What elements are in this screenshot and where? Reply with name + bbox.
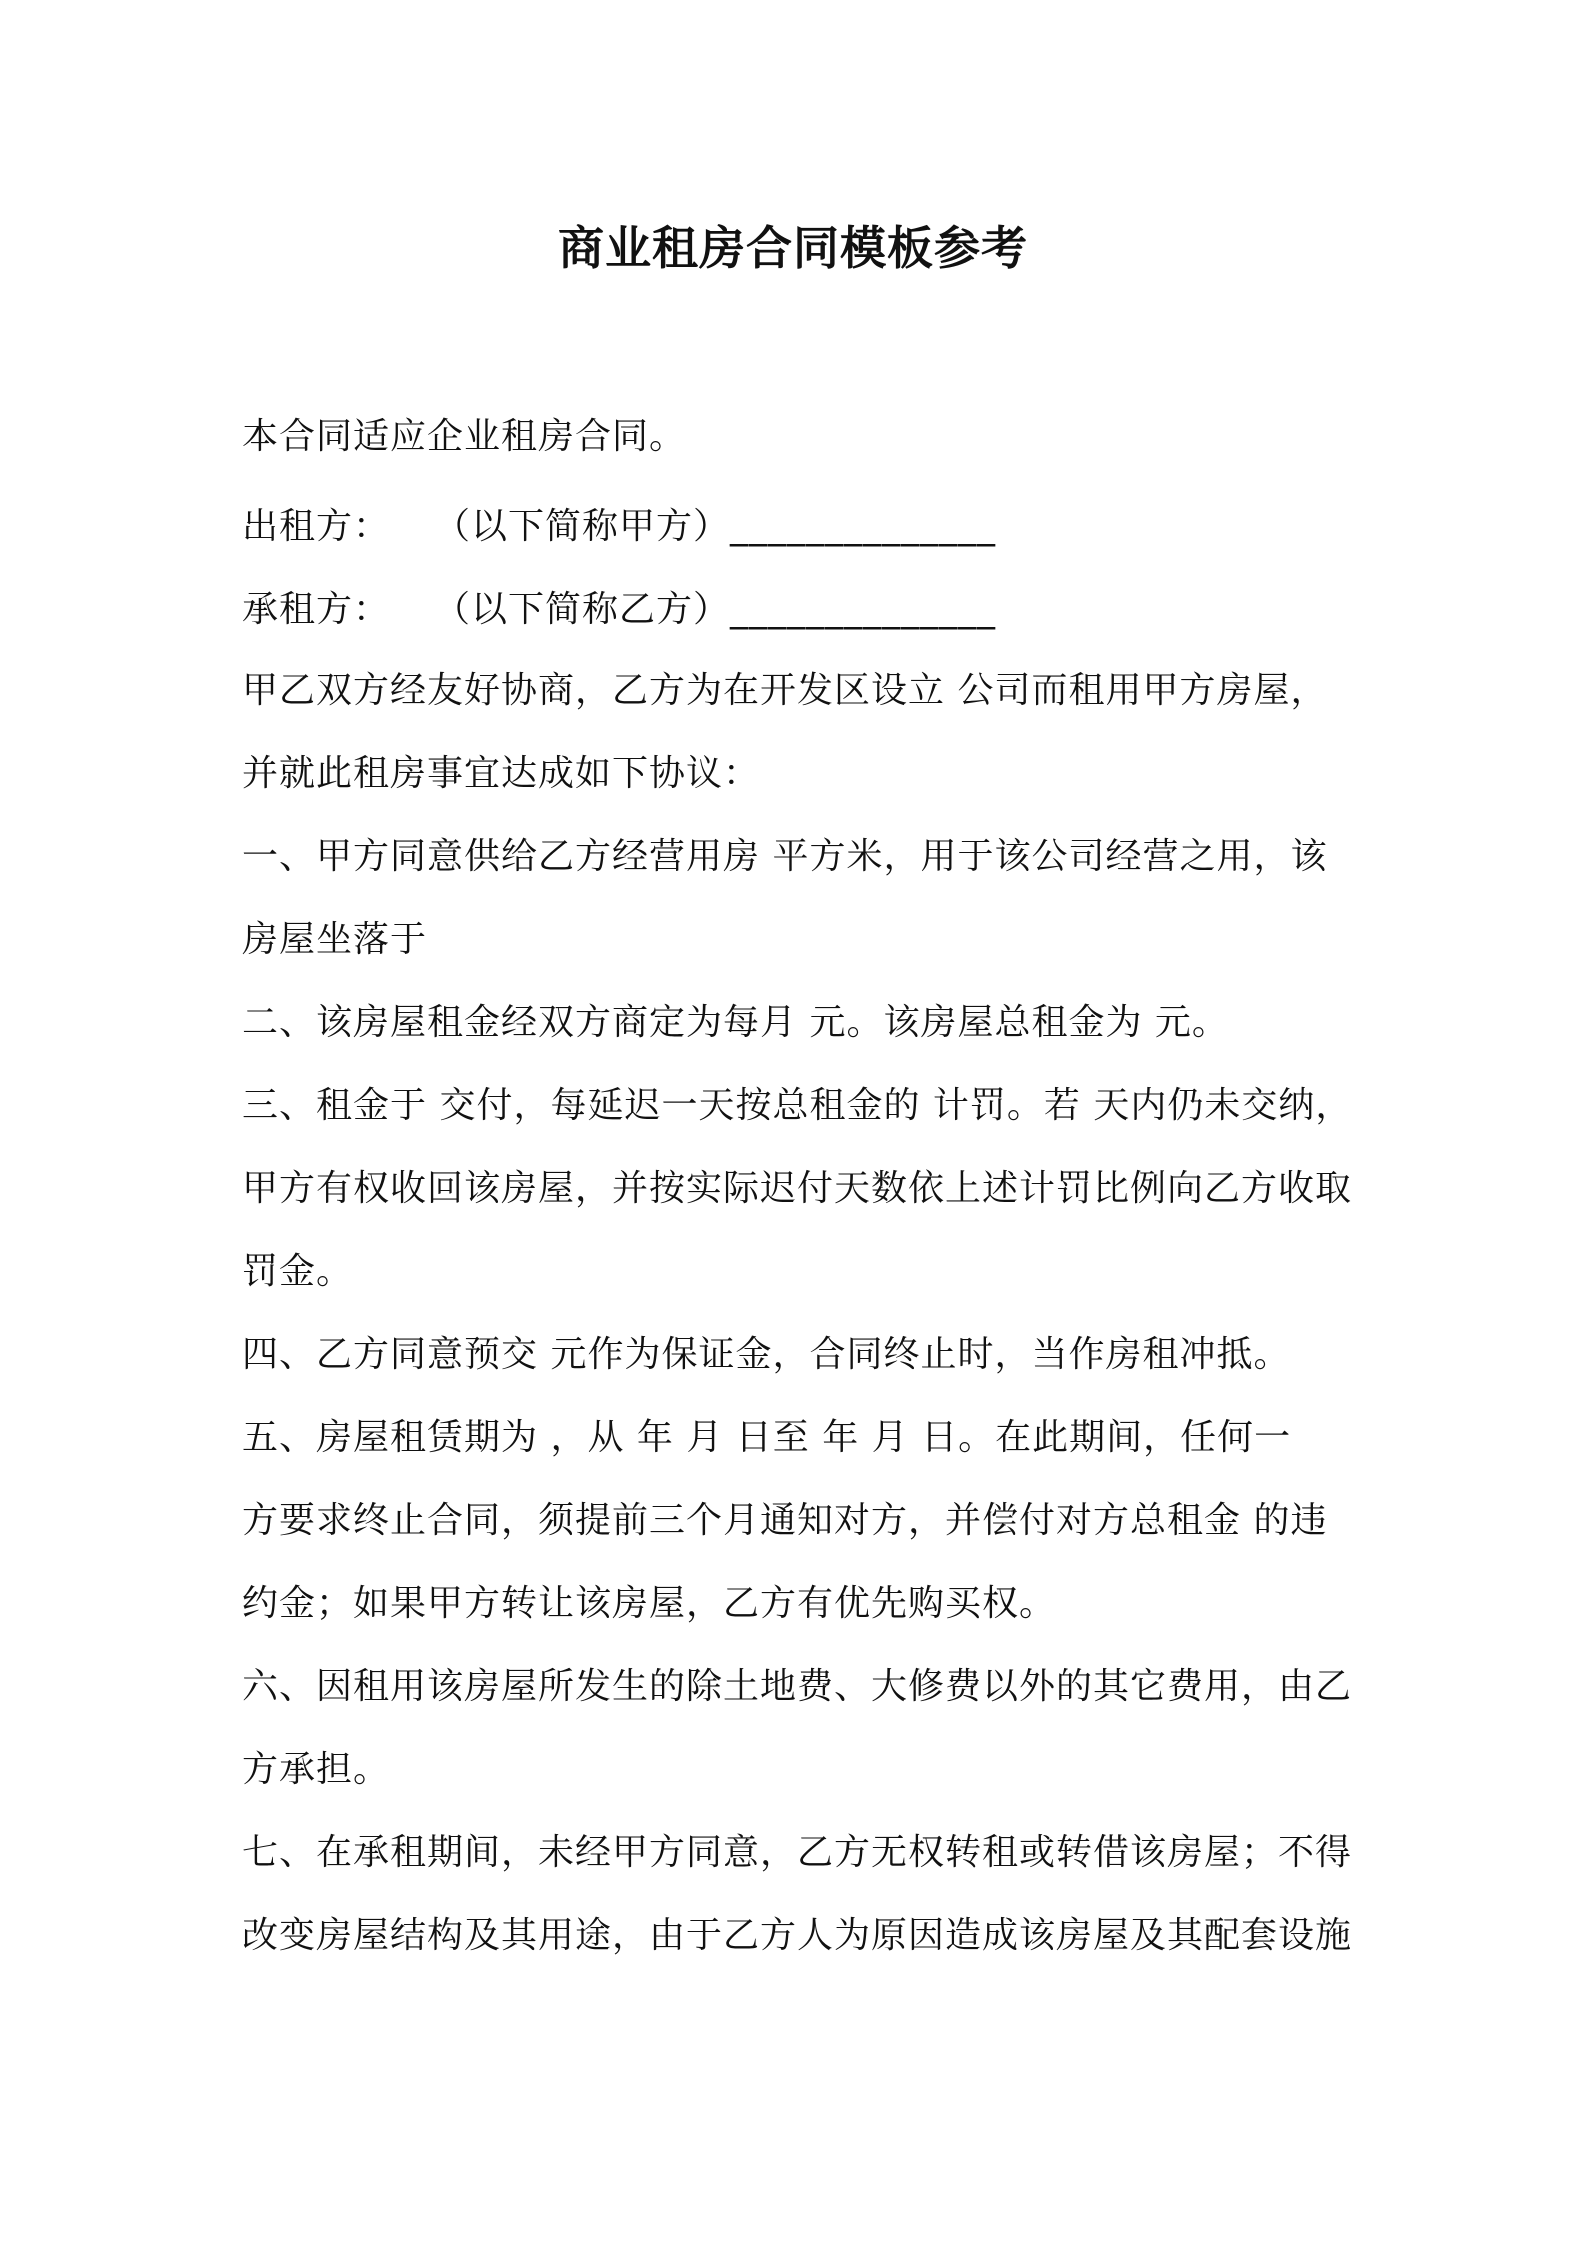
lessor-line bbox=[242, 501, 1372, 553]
intro-line: 本合同适应企业租房合同。 bbox=[242, 416, 687, 457]
body-line: 七、在承租期间，未经甲方同意，乙方无权转租或转借该房屋；不得 bbox=[242, 1832, 1353, 1873]
lessee-blank: ______________ bbox=[730, 589, 997, 630]
body-line: 六、因租用该房屋所发生的除土地费、大修费以外的其它费用，由乙 bbox=[242, 1666, 1353, 1707]
body-line: 方要求终止合同，须提前三个月通知对方，并偿付对方总租金 的违 bbox=[242, 1500, 1328, 1541]
lessee-note: （以下简称乙方） bbox=[434, 589, 731, 630]
body-line: 五、房屋租赁期为 ，从 年 月 日至 年 月 日。在此期间，任何一 bbox=[242, 1417, 1292, 1458]
body-line: 方承担。 bbox=[242, 1749, 391, 1790]
body-line: 甲乙双方经友好协商，乙方为在开发区设立 公司而租用甲方房屋， bbox=[242, 670, 1328, 711]
document-title: 商业租房合同模板参考 bbox=[558, 221, 1028, 275]
body-line: 二、该房屋租金经双方商定为每月 元。该房屋总租金为 元。 bbox=[242, 1002, 1229, 1043]
body-line: 一、甲方同意供给乙方经营用房 平方米，用于该公司经营之用，该 bbox=[242, 836, 1328, 877]
body-line: 约金；如果甲方转让该房屋，乙方有优先购买权。 bbox=[242, 1583, 1057, 1624]
lessor-label: 出租方： bbox=[242, 506, 391, 547]
body-line: 四、乙方同意预交 元作为保证金，合同终止时，当作房租冲抵。 bbox=[242, 1334, 1291, 1375]
body-line: 改变房屋结构及其用途，由于乙方人为原因造成该房屋及其配套设施 bbox=[242, 1915, 1353, 1956]
body-line: 三、租金于 交付，每延迟一天按总租金的 计罚。若 天内仍未交纳， bbox=[242, 1085, 1353, 1126]
lessor-blank: ______________ bbox=[730, 506, 997, 547]
body-line: 房屋坐落于 bbox=[242, 919, 428, 960]
body-line: 罚金。 bbox=[242, 1251, 354, 1292]
body-line: 甲方有权收回该房屋，并按实际迟付天数依上述计罚比例向乙方收取 bbox=[242, 1168, 1353, 1209]
body-line: 并就此租房事宜达成如下协议： bbox=[242, 753, 761, 794]
lessor-note: （以下简称甲方） bbox=[434, 506, 731, 547]
lessee-line bbox=[242, 584, 1372, 636]
lessee-label: 承租方： bbox=[242, 589, 391, 630]
